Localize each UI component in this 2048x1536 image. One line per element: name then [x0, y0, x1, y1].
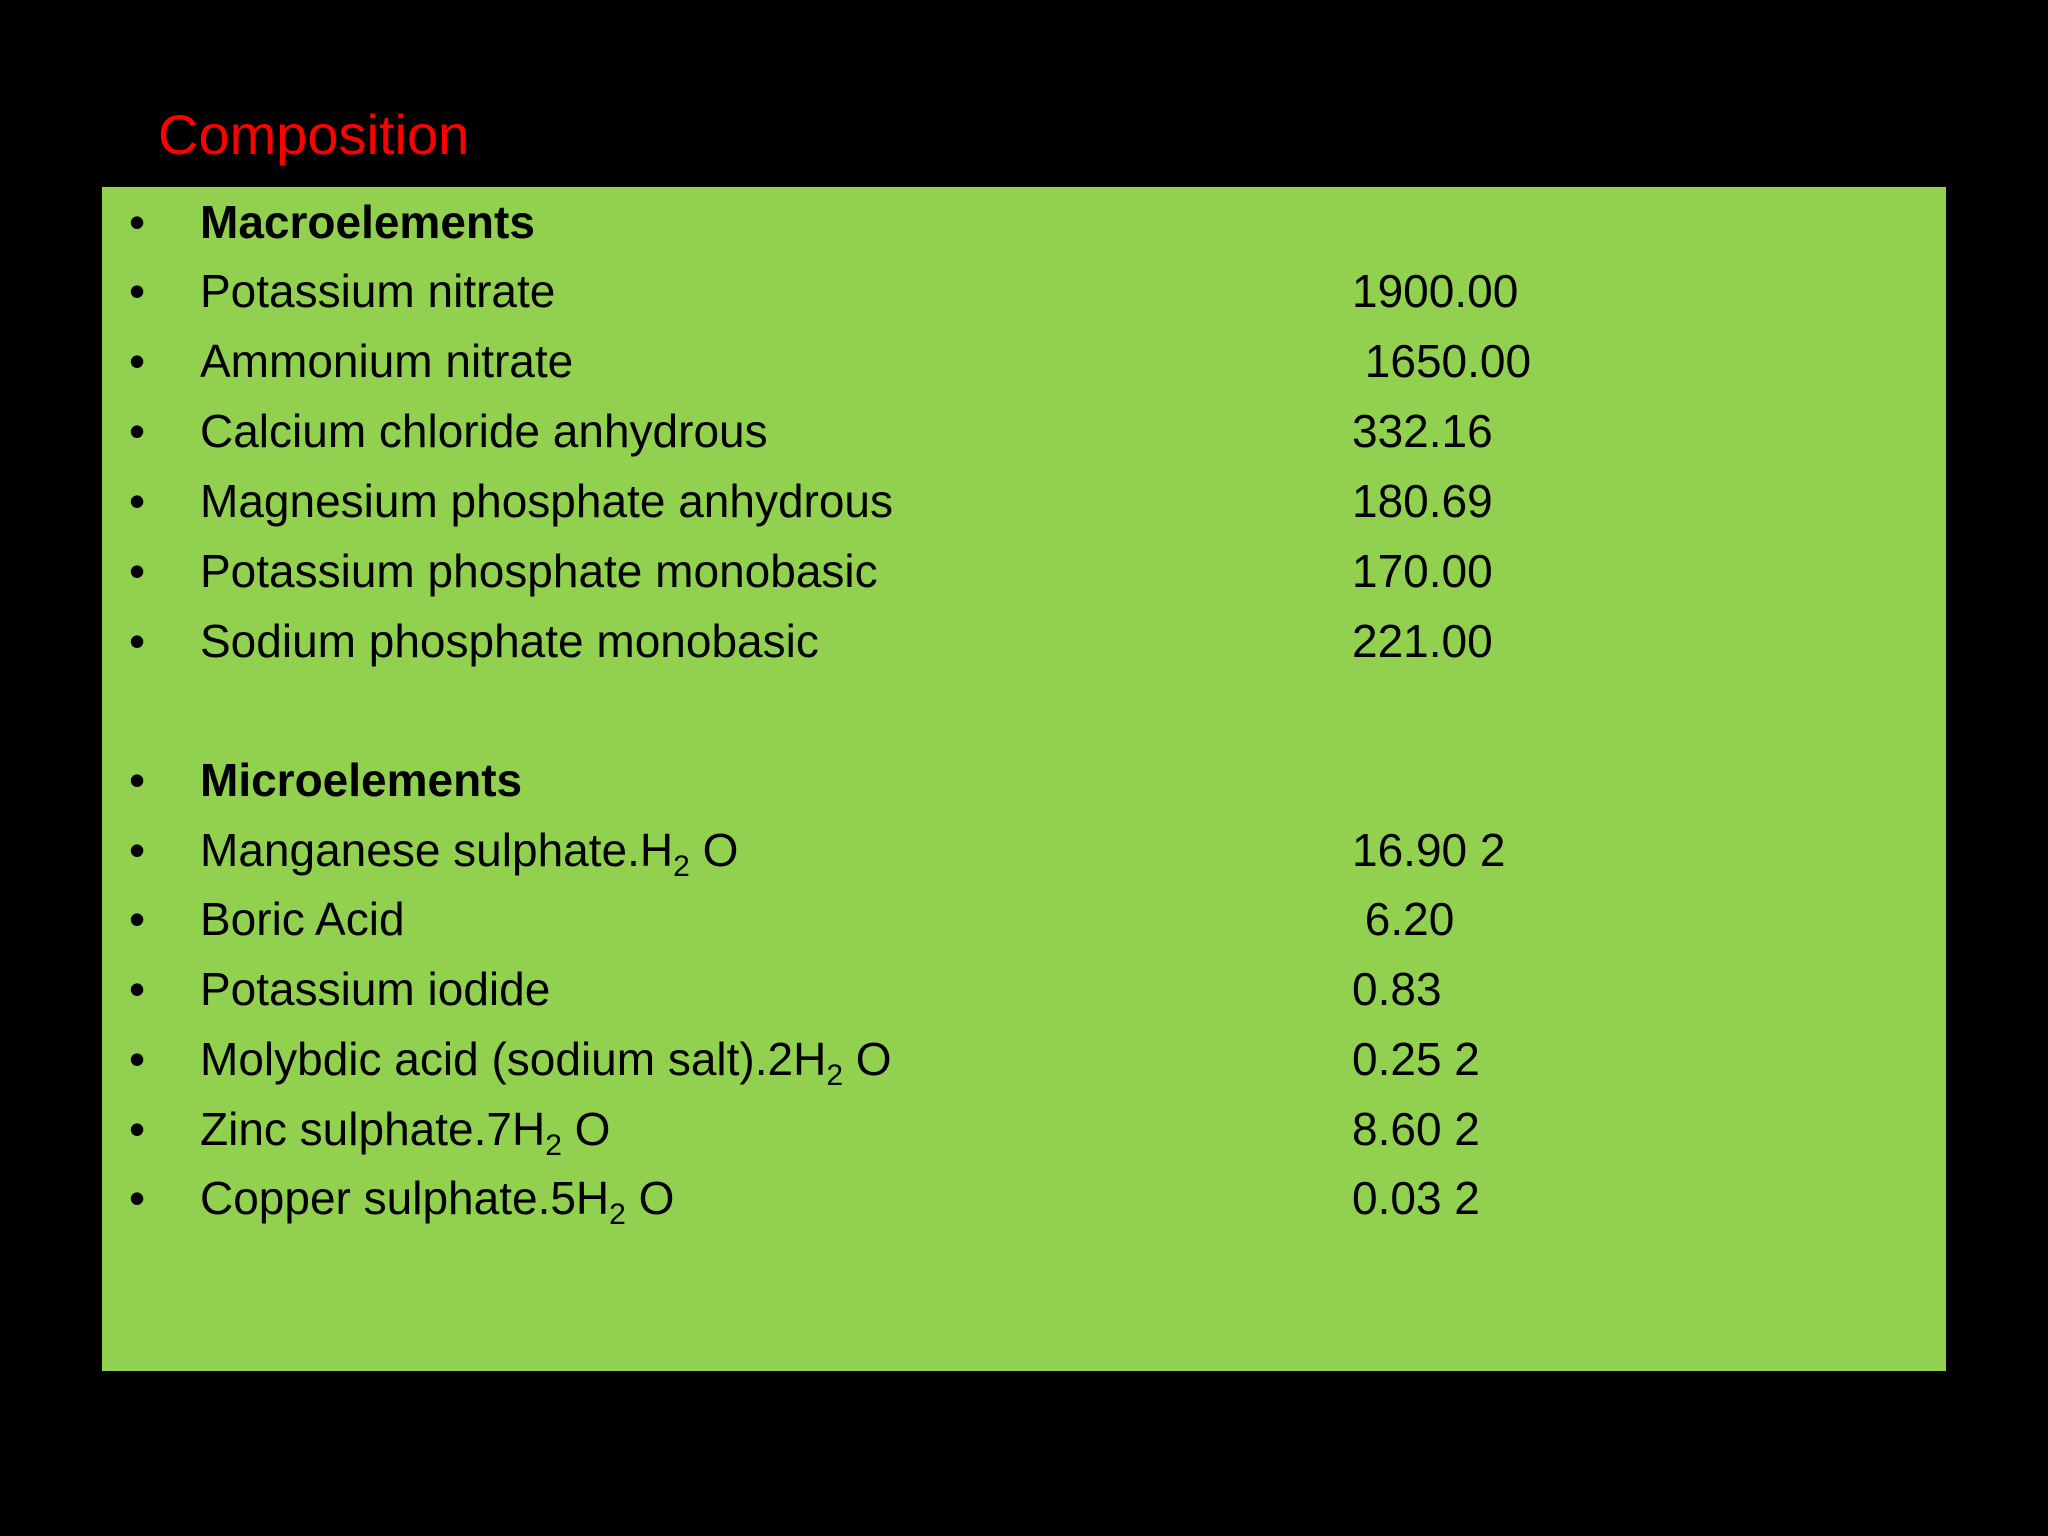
compound-name: Boric Acid: [200, 893, 405, 945]
compound-name: Potassium nitrate: [200, 265, 556, 317]
list-item: [102, 954, 1946, 1024]
compound-name: [200, 1163, 674, 1233]
compound-name-part: O: [689, 824, 739, 876]
list-item: [102, 326, 1946, 396]
compound-name: Calcium chloride anhydrous: [200, 405, 768, 457]
compound-name: [200, 815, 738, 885]
compound-name-part: O: [625, 1172, 675, 1224]
compound-name: Ammonium nitrate: [200, 335, 574, 387]
compound-name-part: Manganese sulphate.H: [200, 824, 674, 876]
compound-name: Magnesium phosphate anhydrous: [200, 475, 894, 527]
subscript: 2: [826, 1059, 844, 1092]
bullet-icon: •: [128, 335, 146, 387]
list-item: [102, 1163, 1946, 1233]
bullet-icon: •: [128, 405, 146, 457]
bullet-icon: •: [128, 615, 146, 667]
compound-value: 0.25 2: [1352, 1033, 1480, 1085]
compound-value: 180.69: [1352, 475, 1493, 527]
compound-name-part: O: [561, 1103, 611, 1155]
list-item: [102, 606, 1946, 676]
bullet-icon: •: [128, 824, 146, 876]
bullet-icon: •: [128, 1172, 146, 1224]
compound-name-part: Molybdic acid (sodium salt).2H: [200, 1033, 827, 1085]
list-item: [102, 1024, 1946, 1094]
subscript: 2: [609, 1198, 626, 1231]
list-item-micro-heading: [102, 745, 1946, 815]
compound-name: [200, 1094, 610, 1164]
list-item-macro-heading: [102, 187, 1946, 257]
compound-value: 221.00: [1352, 615, 1493, 667]
bullet-icon: •: [128, 754, 146, 806]
compound-value: 16.90 2: [1352, 824, 1506, 876]
compound-name: [200, 1024, 892, 1094]
list-item: [102, 815, 1946, 885]
compound-value: 0.83: [1352, 963, 1442, 1015]
subscript: 2: [673, 850, 690, 883]
section-heading-microelements: Microelements: [200, 754, 523, 806]
compound-name-part: Copper sulphate.5H: [200, 1172, 610, 1224]
compound-name: Potassium phosphate monobasic: [200, 545, 878, 597]
composition-list: [102, 187, 1946, 1371]
compound-name-part: O: [843, 1033, 892, 1085]
compound-value: 6.20: [1352, 893, 1455, 945]
bullet-icon: •: [128, 475, 146, 527]
bullet-icon: •: [128, 893, 146, 945]
bullet-icon: •: [128, 963, 146, 1015]
compound-value: 1650.00: [1352, 335, 1532, 387]
list-item: [102, 396, 1946, 466]
bullet-icon: •: [128, 196, 146, 248]
compound-value: 0.03 2: [1352, 1172, 1480, 1224]
compound-value: 332.16: [1352, 405, 1493, 457]
compound-value: 1900.00: [1352, 265, 1519, 317]
bullet-icon: •: [128, 265, 146, 317]
compound-name-part: Zinc sulphate.7H: [200, 1103, 546, 1155]
slide-title: Composition: [158, 103, 470, 166]
compound-value: 8.60 2: [1352, 1103, 1480, 1155]
compound-name: Sodium phosphate monobasic: [200, 615, 819, 667]
compound-name: Potassium iodide: [200, 963, 551, 1015]
compound-value: 170.00: [1352, 545, 1493, 597]
list-item: [102, 884, 1946, 954]
list-item: [102, 256, 1946, 326]
bullet-icon: •: [128, 1033, 146, 1085]
bullet-icon: •: [128, 1103, 146, 1155]
list-item: [102, 466, 1946, 536]
subscript: 2: [545, 1129, 562, 1162]
list-item: [102, 1094, 1946, 1164]
bullet-icon: •: [128, 545, 146, 597]
list-item: [102, 536, 1946, 606]
section-heading-macroelements: Macroelements: [200, 196, 535, 248]
